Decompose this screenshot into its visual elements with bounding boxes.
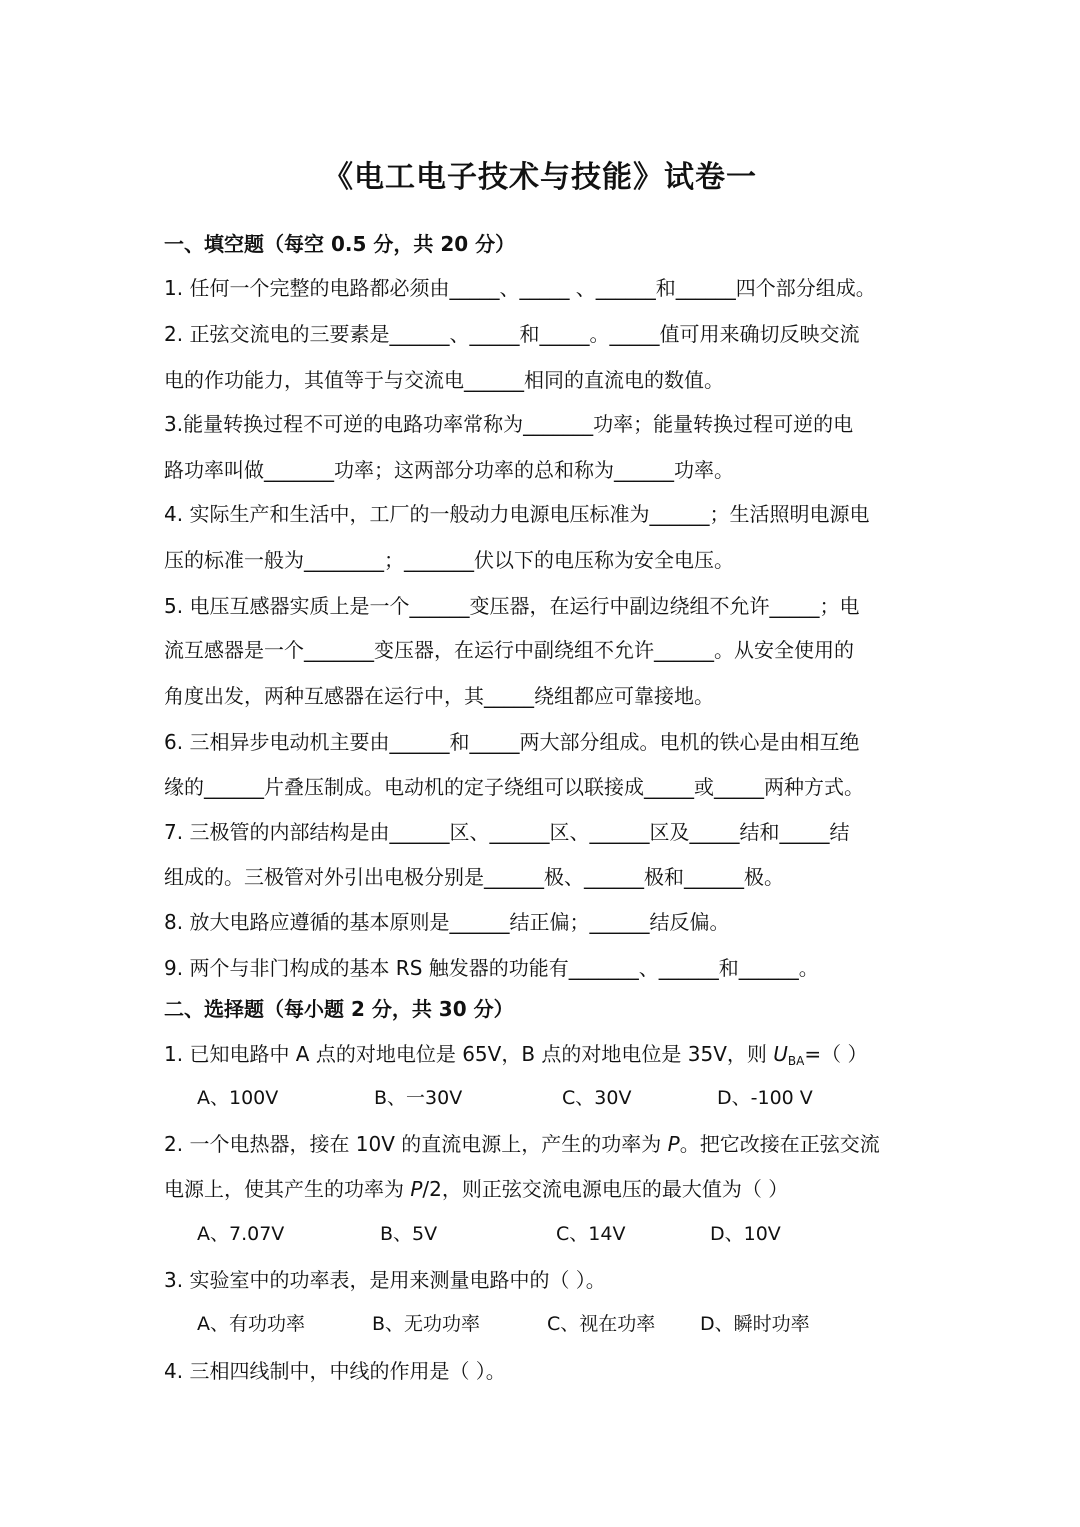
question-1-blank: =（ ）: [804, 1042, 868, 1066]
question-4: 4. 三相四线制中，中线的作用是（ ）。: [164, 1359, 506, 1383]
q3-option-d: D、瞬时功率: [700, 1313, 810, 1335]
fill-line: 电的作功能力，其值等于与交流电______相同的直流电的数值。: [164, 368, 724, 392]
question-1: [164, 1038, 867, 1068]
q1-option-a: A、100V: [197, 1087, 279, 1109]
q1-option-c: C、30V: [562, 1087, 632, 1109]
question-2-text-end: 。把它改接在正弦交流: [679, 1132, 880, 1156]
fill-line: 7. 三极管的内部结构是由______区、______区、______区及_____结和_____结: [164, 820, 850, 844]
q2-option-c: C、14V: [556, 1223, 626, 1245]
question-2-text: 2. 一个电热器，接在 10V 的直流电源上，产生的功率为: [164, 1132, 668, 1156]
question-2-line-2: [164, 1173, 788, 1202]
question-1-text: 1. 已知电路中 A 点的对地电位是 65V，B 点的对地电位是 35V，则: [164, 1042, 774, 1066]
fill-line: 角度出发，两种互感器在运行中，其_____绕组都应可靠接地。: [164, 684, 714, 708]
q2-option-a: A、7.07V: [197, 1223, 285, 1245]
q3-option-b: B、无功功率: [372, 1313, 481, 1335]
q1-option-b: B、一30V: [374, 1087, 463, 1109]
fill-line: 组成的。三极管对外引出电极分别是______极、______极和______极。: [164, 865, 784, 889]
fill-line: 1. 任何一个完整的电路都必须由_____、_____ 、______和______四个部分组成。: [164, 276, 876, 300]
fill-line: 3.能量转换过程不可逆的电路功率常称为_______功率；能量转换过程可逆的电: [164, 412, 854, 436]
question-3: 3. 实验室中的功率表，是用来测量电路中的（ ）。: [164, 1268, 606, 1292]
section-heading-choice: 二、选择题（每小题 2 分，共 30 分）: [164, 997, 514, 1021]
voltage-subscript: BA: [787, 1054, 805, 1068]
voltage-symbol: U: [773, 1042, 788, 1066]
fill-line: 路功率叫做_______功率；这两部分功率的总和称为______功率。: [164, 458, 734, 482]
fill-line: 6. 三相异步电动机主要由______和_____两大部分组成。电机的铁心是由相互绝: [164, 730, 860, 754]
power-symbol: P: [667, 1132, 680, 1156]
fill-line: 2. 正弦交流电的三要素是______、_____和_____。_____值可用来确切反映交流: [164, 322, 860, 346]
fill-line: 流互感器是一个_______变压器，在运行中副绕组不允许______。从安全使用的: [164, 638, 854, 662]
q2-option-d: D、10V: [710, 1223, 781, 1245]
power-symbol: P: [410, 1177, 423, 1201]
question-2-blank: /2，则正弦交流电源电压的最大值为（ ）: [422, 1177, 789, 1201]
fill-line: 5. 电压互感器实质上是一个______变压器，在运行中副边绕组不允许_____；电: [164, 594, 860, 618]
section-heading-fill-in: 一、填空题（每空 0.5 分，共 20 分）: [164, 232, 516, 256]
fill-line: 4. 实际生产和生活中，工厂的一般动力电源电压标准为______；生活照明电源电: [164, 502, 870, 526]
fill-line: 8. 放大电路应遵循的基本原则是______结正偏；______结反偏。: [164, 910, 730, 934]
fill-line: 9. 两个与非门构成的基本 RS 触发器的功能有_______、______和______。: [164, 956, 819, 980]
page-title: 《电工电子技术与技能》试卷一: [323, 160, 757, 195]
fill-line: 缘的______片叠压制成。电动机的定子绕组可以联接成_____或_____两种方式。: [164, 775, 864, 799]
question-2-line-1: [164, 1128, 880, 1157]
q1-option-d: D、-100 V: [717, 1087, 813, 1109]
q2-option-b: B、5V: [380, 1223, 438, 1245]
fill-line: 压的标准一般为________；_______伏以下的电压称为安全电压。: [164, 548, 734, 572]
q3-option-a: A、有功功率: [197, 1313, 305, 1335]
question-2-text-2: 电源上，使其产生的功率为: [164, 1177, 411, 1201]
q3-option-c: C、视在功率: [547, 1313, 656, 1335]
